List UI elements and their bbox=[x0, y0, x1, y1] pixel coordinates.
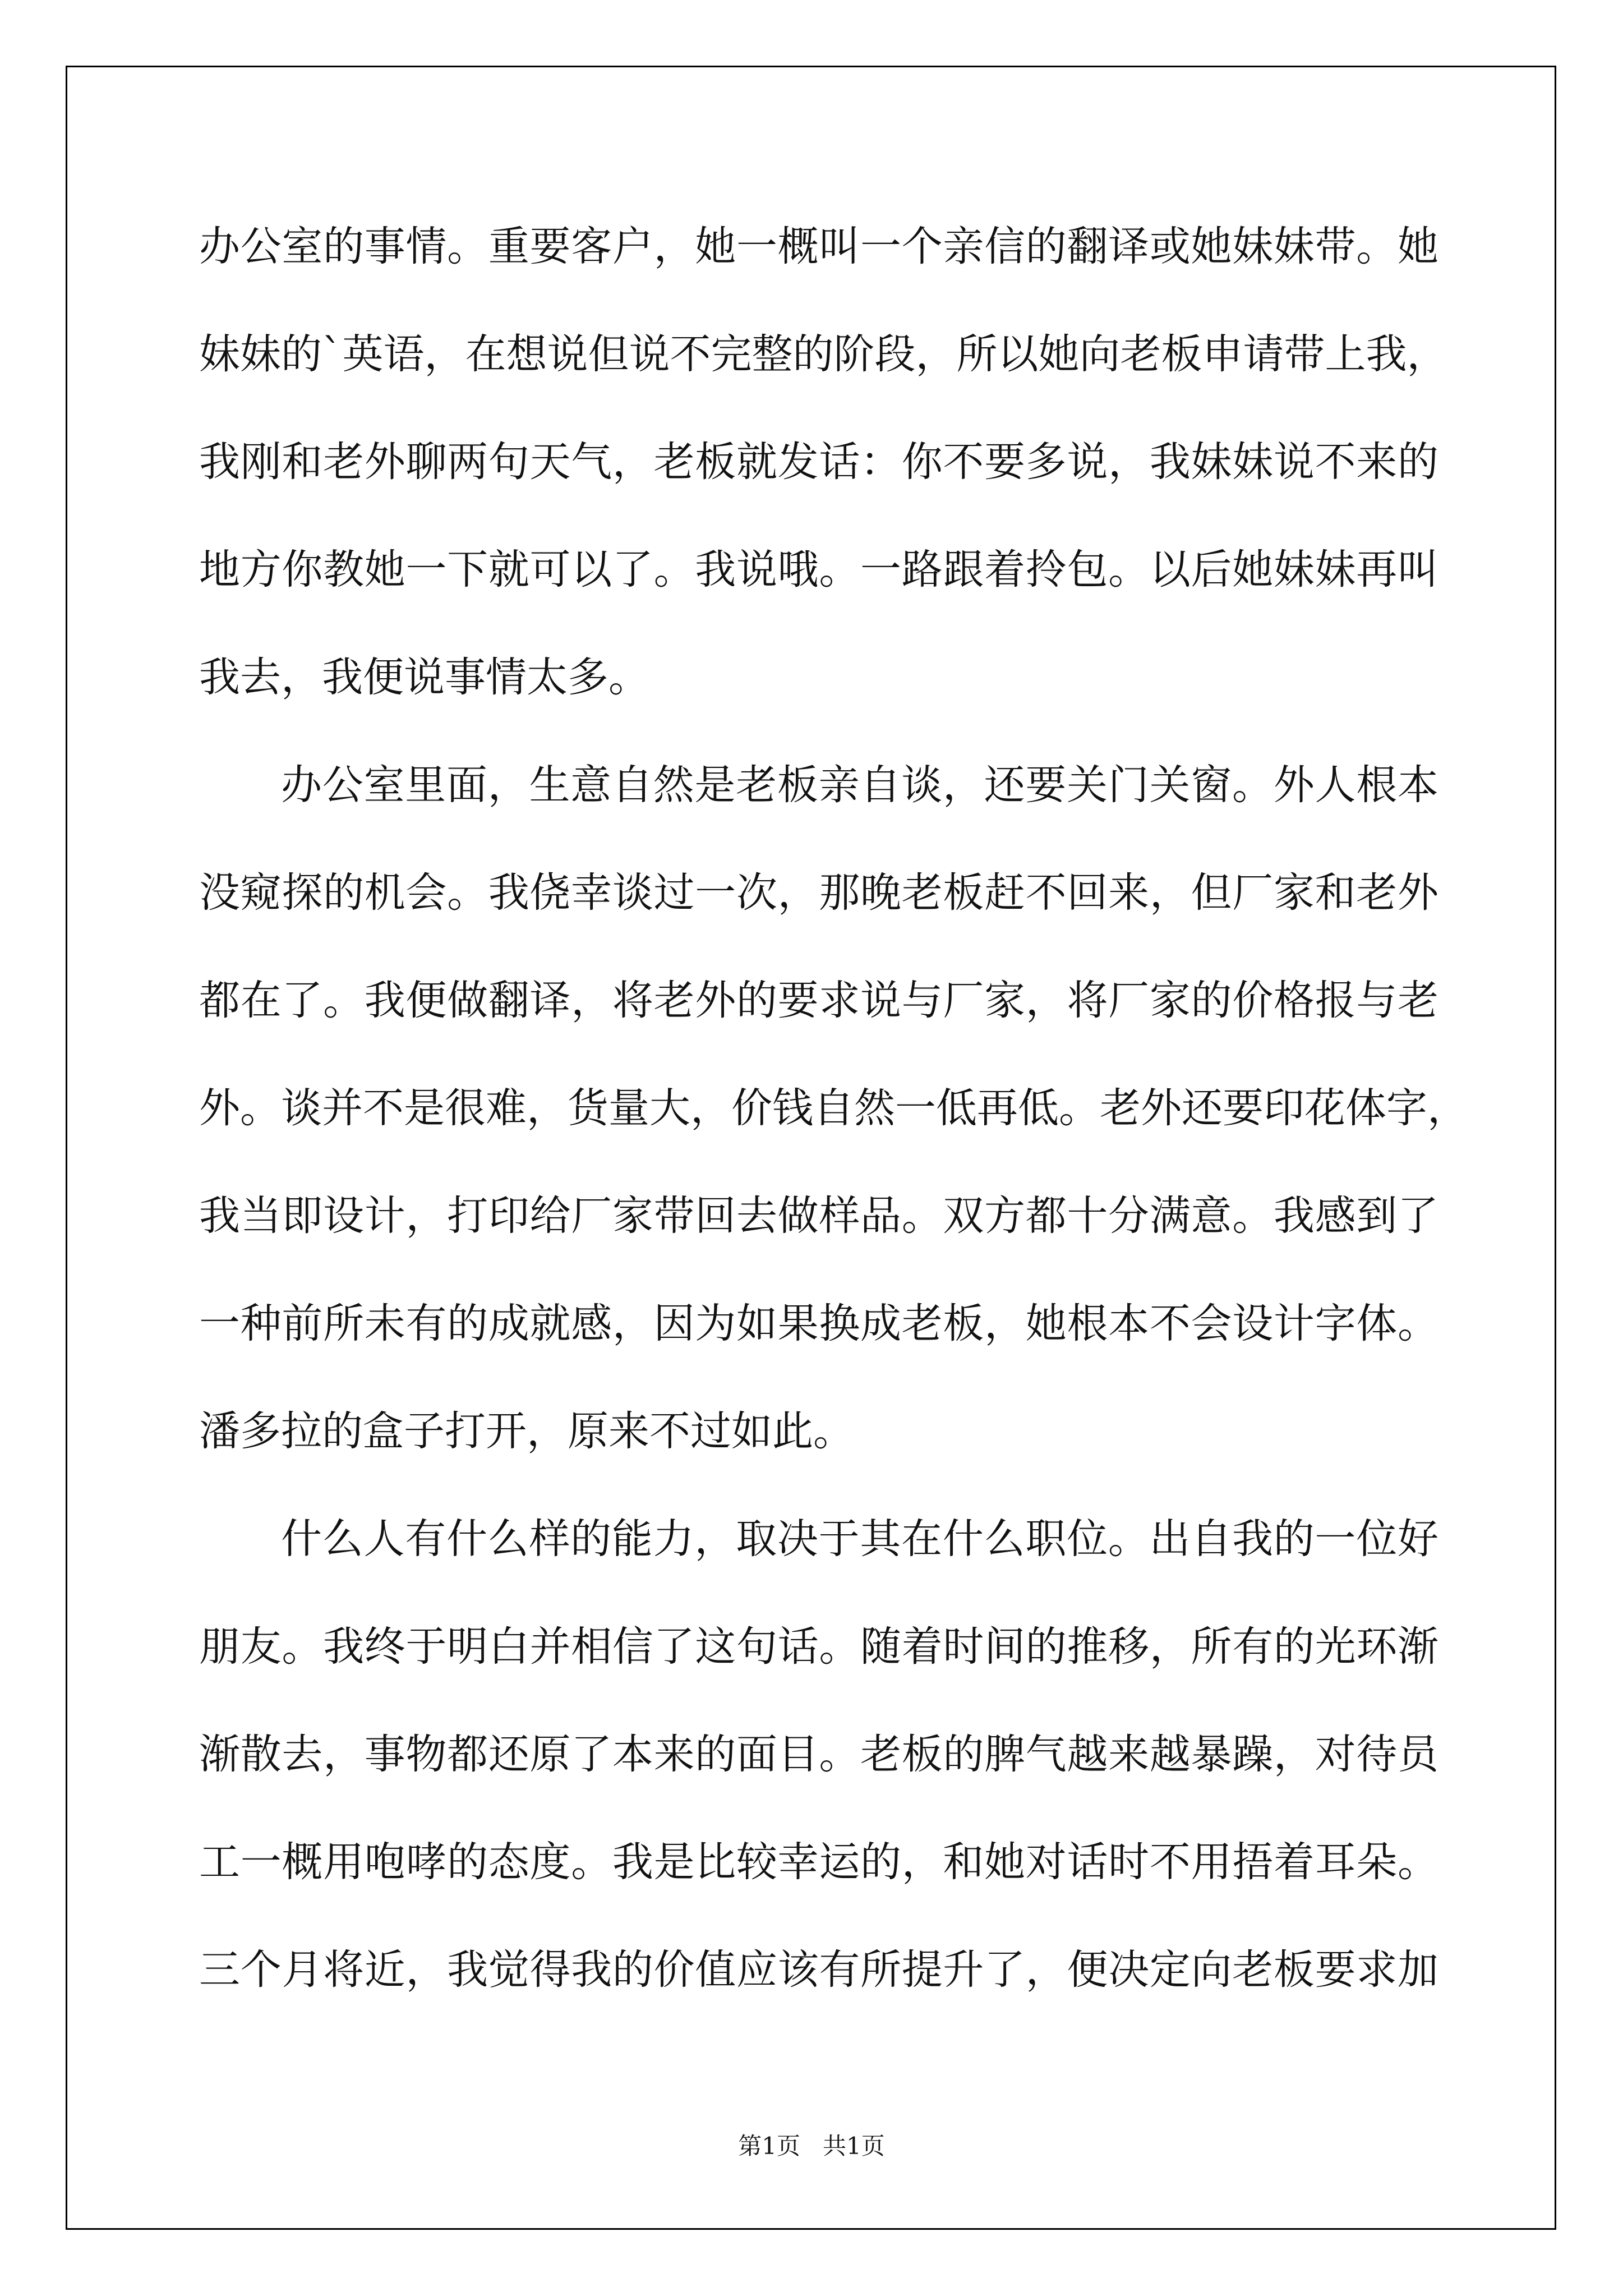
text-line: 我刚和老外聊两句天气，老板就发话：你不要多说，我妹妹说不来的 bbox=[199, 438, 1438, 486]
text-line: 什么人有什么样的能力，取决于其在什么职位。出自我的一位好 bbox=[281, 1515, 1438, 1563]
text-line: 办公室里面，生意自然是老板亲自谈，还要关门关窗。外人根本 bbox=[281, 761, 1438, 809]
text-line: 地方你教她一下就可以了。我说哦。一路跟着拎包。以后她妹妹再叫 bbox=[199, 546, 1438, 593]
document-body bbox=[199, 219, 1468, 2050]
page-number-footer: 第1页 共1页 bbox=[738, 2132, 885, 2160]
text-line: 朋友。我终于明白并相信了这句话。随着时间的推移，所有的光环渐 bbox=[199, 1623, 1438, 1671]
paragraph-1 bbox=[199, 219, 1448, 757]
text-line: 渐散去，事物都还原了本来的面目。老板的脾气越来越暴躁，对待员 bbox=[199, 1731, 1438, 1778]
text-line: 都在了。我便做翻译，将老外的要求说与厂家，将厂家的价格报与老 bbox=[199, 977, 1438, 1024]
text-line: 妹妹的`英语，在想说但说不完整的阶段，所以她向老板申请带上我， bbox=[199, 330, 1448, 378]
text-line: 外。谈并不是很难，货量大，价钱自然一低再低。老外还要印花体字， bbox=[199, 1084, 1468, 1132]
paragraph-3 bbox=[199, 1511, 1438, 2050]
text-line: 我去，我便说事情太多。 bbox=[199, 654, 649, 701]
text-line: 没窥探的机会。我侥幸谈过一次，那晚老板赶不回来，但厂家和老外 bbox=[199, 869, 1438, 917]
text-line: 工一概用咆哮的态度。我是比较幸运的，和她对话时不用捂着耳朵。 bbox=[199, 1838, 1438, 1886]
text-line: 我当即设计，打印给厂家带回去做样品。双方都十分满意。我感到了 bbox=[199, 1192, 1438, 1240]
text-line: 潘多拉的盒子打开，原来不过如此。 bbox=[199, 1407, 854, 1455]
text-line: 一种前所未有的成就感，因为如果换成老板，她根本不会设计字体。 bbox=[199, 1300, 1438, 1347]
text-line: 办公室的事情。重要客户，她一概叫一个亲信的翻译或她妹妹带。她 bbox=[199, 223, 1438, 270]
text-line: 三个月将近，我觉得我的价值应该有所提升了，便决定向老板要求加 bbox=[199, 1946, 1438, 1994]
paragraph-2 bbox=[199, 757, 1468, 1511]
